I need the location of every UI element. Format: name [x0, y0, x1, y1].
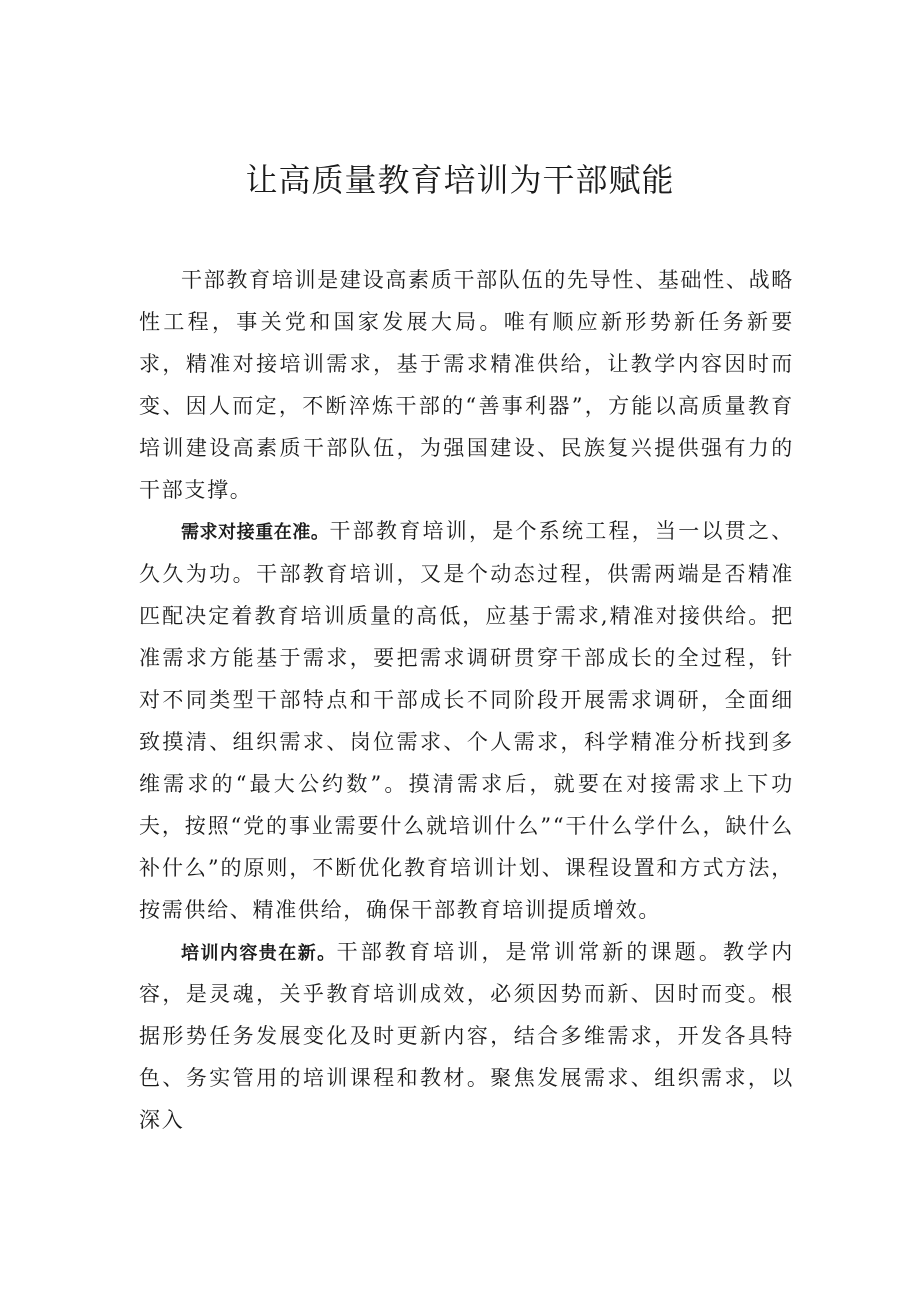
document-body: [139, 260, 794, 1142]
paragraph-lead-heading: 培训内容贵在新。: [181, 942, 337, 964]
paragraph-training-content: [139, 932, 794, 1143]
paragraph-lead-heading: 需求对接重在准。: [181, 522, 330, 544]
paragraph-text: 干部教育培训，是常训常新的课题。教学内容，是灵魂，关乎教育培训成效，必须因势而新、因时而变。根据形势任务发展变化及时更新内容，结合多维需求，开发各具特色、务实管用的培训课程和教材。聚焦发展需求、组织需求，以深入: [139, 939, 794, 1133]
paragraph-intro: [139, 260, 794, 511]
paragraph-demand-matching: [139, 511, 794, 931]
paragraph-text: 干部教育培训，是个系统工程，当一以贯之、久久为功。干部教育培训，又是个动态过程，供需两端是否精准匹配决定着教育培训质量的高低，应基于需求,精准对接供给。把准需求方能基于需求，要把需求调研贯穿干部成长的全过程，针对不同类型干部特点和干部成长不同阶段开展需求调研，全面细致摸清、组织需求、岗位需求、个人需求，科学精准分析找到多维需求的“最大公约数”。摸清需求后，就要在对接需求上下功夫，按照“党的事业需要什么就培训什么”“干什么学什么，缺什么补什么”的原则，不断优化教育培训计划、课程设置和方式方法，按需供给、精准供给，确保干部教育培训提质增效。: [139, 519, 795, 922]
paragraph-text: 干部教育培训是建设高素质干部队伍的先导性、基础性、战略性工程，事关党和国家发展大局。唯有顺应新形势新任务新要求，精准对接培训需求，基于需求精准供给，让教学内容因时而变、因人而定，不断淬炼干部的“善事利器”，方能以高质量教育培训建设高素质干部队伍，为强国建设、民族复兴提供强有力的干部支撑。: [139, 268, 794, 502]
document-title: 让高质量教育培训为干部赋能: [245, 161, 675, 199]
